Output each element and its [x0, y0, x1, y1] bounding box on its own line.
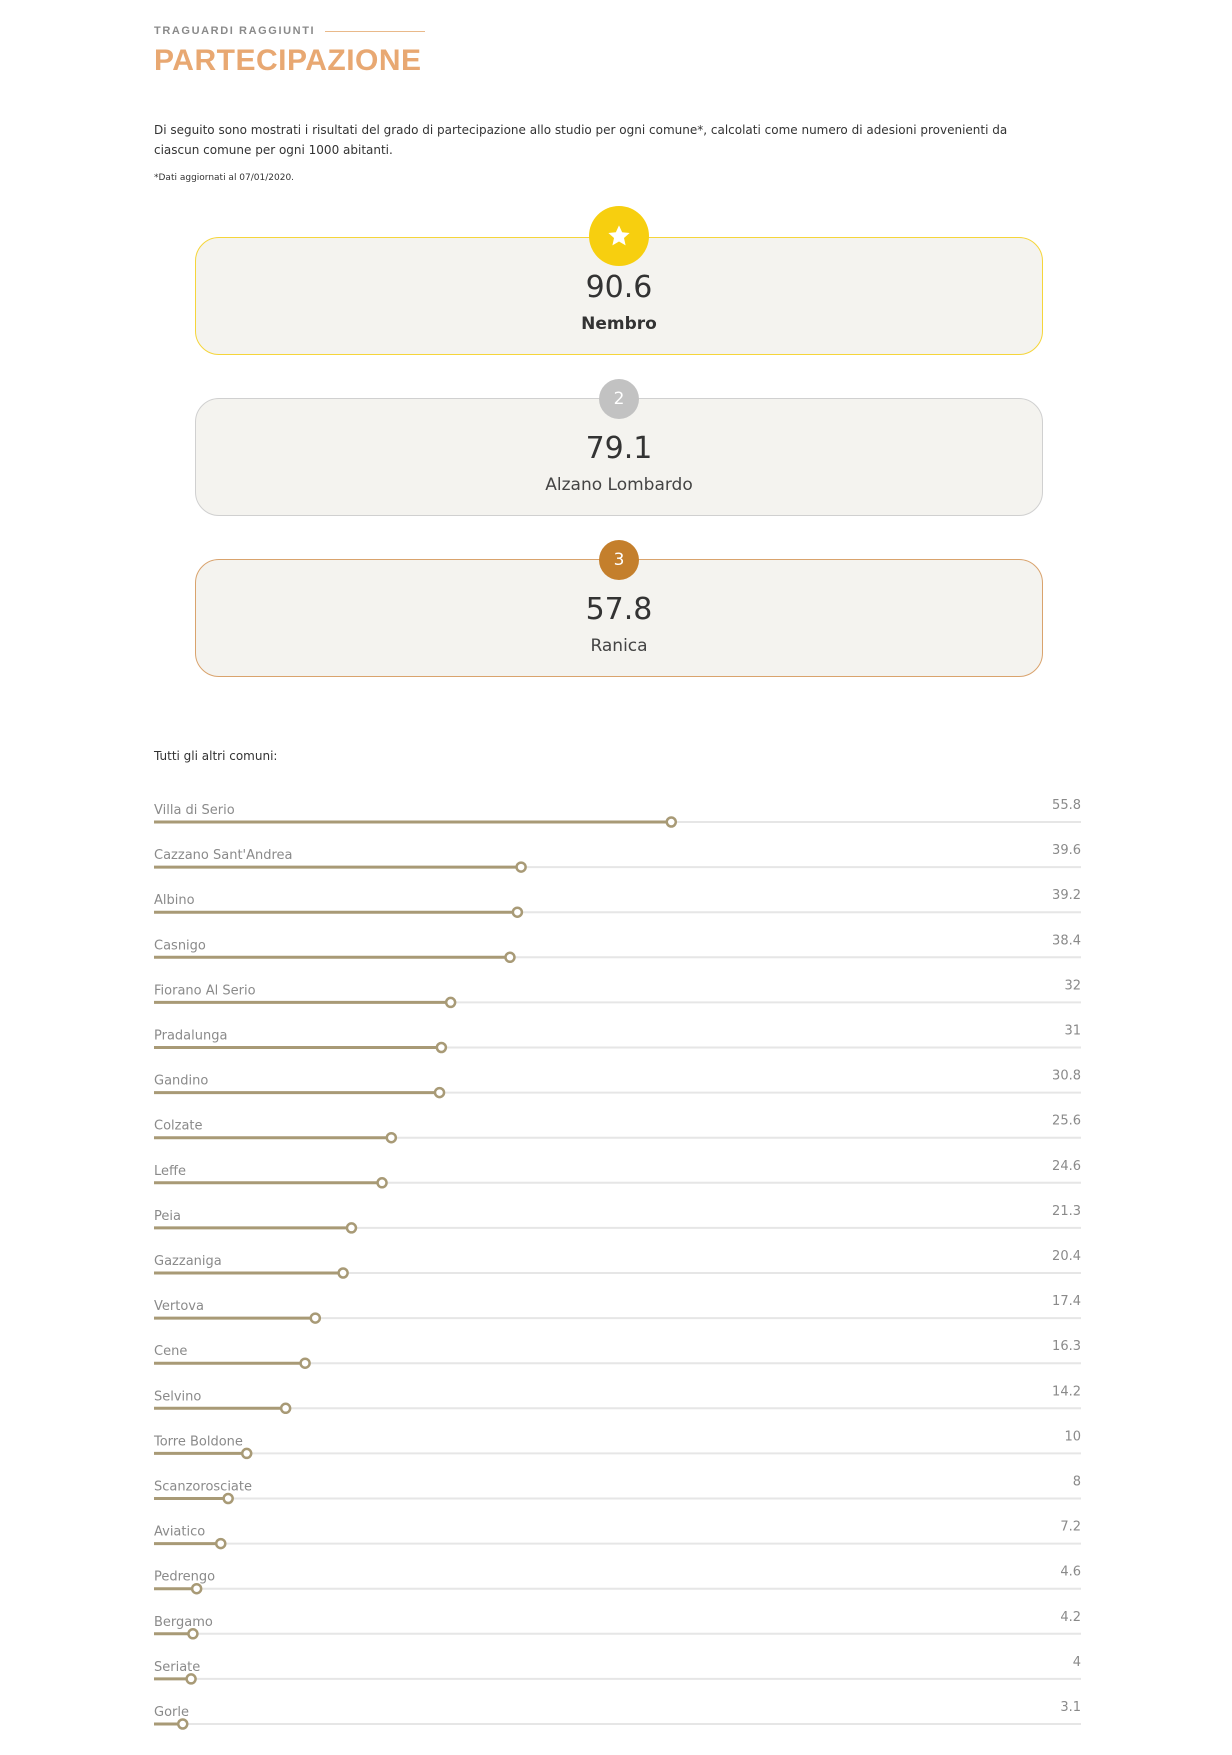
bar-end-marker [667, 818, 676, 827]
podium-value: 79.1 [585, 431, 653, 466]
bar-category-label: Colzate [154, 1118, 203, 1134]
bar-value-label: 25.6 [1052, 1113, 1081, 1129]
bar-category-label: Fiorano Al Serio [154, 983, 256, 999]
bar-end-marker [387, 1133, 396, 1142]
bar-value-label: 55.8 [1052, 798, 1081, 813]
bar-value-label: 10 [1064, 1429, 1081, 1445]
bar-value-label: 20.4 [1052, 1249, 1081, 1264]
bar-value-label: 32 [1064, 978, 1081, 994]
bar-end-marker [517, 863, 526, 872]
page-title: PARTECIPAZIONE [154, 44, 422, 77]
bar-end-marker [192, 1584, 201, 1593]
intro-text: Di seguito sono mostrati i risultati del grado di partecipazione allo studio per ogni comune*, calcolati come numero di adesioni provenienti da ciascun comune per ogni 1000 abitanti. [154, 123, 1008, 157]
bar-end-marker [187, 1674, 196, 1683]
bar-value-label: 8 [1072, 1474, 1081, 1490]
bar-value-label: 24.6 [1052, 1158, 1081, 1174]
bar-category-label: Cazzano Sant'Andrea [154, 848, 293, 864]
bar-category-label: Villa di Serio [154, 803, 235, 818]
bar-value-label: 21.3 [1052, 1203, 1081, 1219]
others-title: Tutti gli altri comuni: [154, 749, 278, 763]
bar-value-label: 3.1 [1060, 1700, 1081, 1715]
bar-end-marker [435, 1088, 444, 1097]
bar-category-label: Pradalunga [154, 1028, 228, 1044]
bar-end-marker [505, 953, 514, 962]
bar-category-label: Leffe [154, 1163, 186, 1179]
bar-category-label: Scanzorosciate [154, 1479, 252, 1495]
bar-category-label: Casnigo [154, 938, 206, 954]
eyebrow-label: TRAGUARDI RAGGIUNTI [154, 25, 316, 37]
bar-value-label: 39.2 [1052, 888, 1081, 904]
bar-value-label: 4 [1072, 1654, 1081, 1670]
bar-category-label: Bergamo [154, 1614, 213, 1630]
bar-category-label: Torre Boldone [154, 1434, 243, 1450]
bar-value-label: 14.2 [1052, 1384, 1081, 1400]
podium-name: Alzano Lombardo [545, 475, 693, 495]
bar-category-label: Peia [154, 1208, 181, 1224]
bar-value-label: 4.6 [1060, 1564, 1081, 1580]
podium-value: 57.8 [585, 592, 653, 627]
bar-value-label: 39.6 [1052, 843, 1081, 859]
bar-end-marker [311, 1314, 320, 1323]
bar-value-label: 38.4 [1052, 933, 1081, 949]
bar-category-label: Albino [154, 893, 195, 909]
podium-name: Ranica [590, 636, 648, 656]
bar-category-label: Selvino [154, 1389, 202, 1405]
bar-end-marker [347, 1223, 356, 1232]
bar-end-marker [378, 1178, 387, 1187]
rank-badge: 3 [599, 540, 639, 580]
bar-end-marker [281, 1404, 290, 1413]
bar-end-marker [437, 1043, 446, 1052]
bar-end-marker [188, 1629, 197, 1638]
bar-end-marker [242, 1449, 251, 1458]
bar-end-marker [339, 1269, 348, 1278]
bar-end-marker [513, 908, 522, 917]
bar-category-label: Cene [154, 1344, 188, 1360]
bar-value-label: 31 [1064, 1023, 1081, 1039]
bar-value-label: 17.4 [1052, 1294, 1081, 1310]
bar-value-label: 16.3 [1052, 1339, 1081, 1355]
bar-end-marker [224, 1494, 233, 1503]
bar-end-marker [301, 1359, 310, 1368]
bar-end-marker [216, 1539, 225, 1548]
rank-badge: 2 [599, 379, 639, 419]
bar-category-label: Gandino [154, 1073, 209, 1089]
bar-value-label: 4.2 [1060, 1609, 1081, 1625]
bar-end-marker [446, 998, 455, 1007]
bar-category-label: Vertova [154, 1299, 204, 1315]
update-note: *Dati aggiornati al 07/01/2020. [154, 173, 295, 183]
podium-name: Nembro [581, 314, 657, 334]
bar-value-label: 7.2 [1060, 1519, 1081, 1535]
bar-category-label: Gazzaniga [154, 1254, 222, 1269]
bar-end-marker [178, 1720, 187, 1729]
bar-category-label: Aviatico [154, 1524, 206, 1540]
bar-category-label: Seriate [154, 1659, 201, 1675]
bar-category-label: Pedrengo [154, 1569, 216, 1585]
bar-category-label: Gorle [154, 1705, 189, 1720]
podium-value: 90.6 [585, 270, 653, 305]
bar-value-label: 30.8 [1052, 1068, 1081, 1084]
